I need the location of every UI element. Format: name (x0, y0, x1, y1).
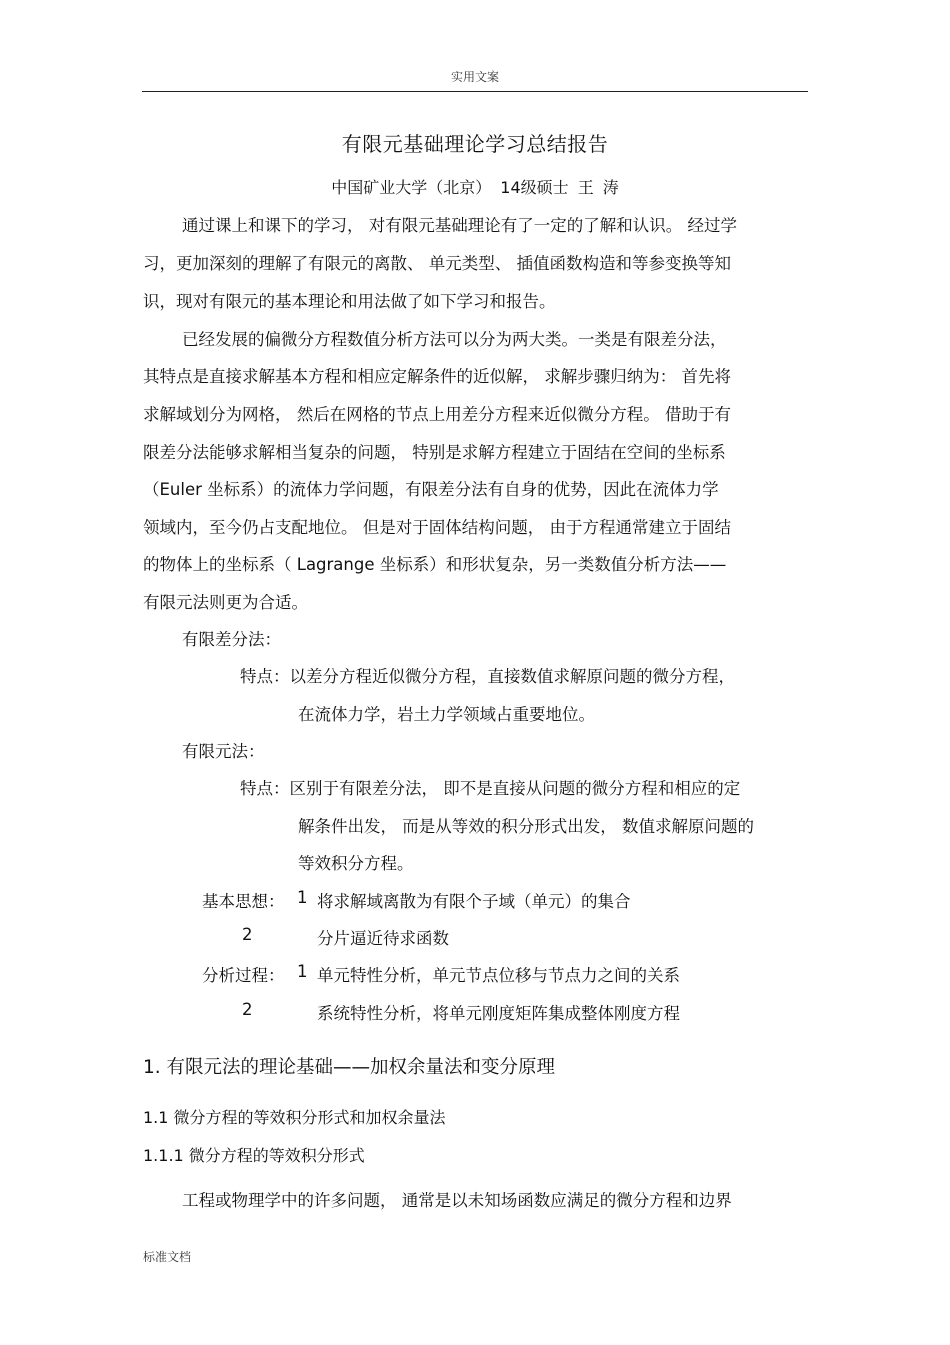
document-title: 有限元基础理论学习总结报告 (341, 132, 609, 156)
process-number-2: 2 (242, 1000, 253, 1019)
intro-line-3: 识，现对有限元的基本理论和用法做了如下学习和报告。 (143, 292, 556, 311)
section-1-1-heading: 1.1 微分方程的等效积分形式和加权余量法 (143, 1108, 446, 1127)
para2-line-4: 限差分法能够求解相当复杂的问题， 特别是求解方程建立于固结在空间的坐标系 (143, 443, 726, 462)
fem-feature-line-3: 等效积分方程。 (298, 854, 414, 873)
para2-line-2: 其特点是直接求解基本方程和相应定解条件的近似解， 求解步骤归纳为： 首先将 (143, 367, 731, 386)
author-line: 中国矿业大学（北京） 14级硕士 王 涛 (331, 178, 619, 197)
fem-feature-line-2: 解条件出发， 而是从等效的积分形式出发， 数值求解原问题的 (298, 817, 754, 836)
page-footer: 标准文档 (143, 1250, 192, 1264)
fd-label: 有限差分法： (182, 630, 281, 649)
header-divider (142, 91, 808, 92)
section-1-heading: 1. 有限元法的理论基础——加权余量法和变分原理 (143, 1057, 556, 1078)
para2-line-3: 求解域划分为网格， 然后在网格的节点上用差分方程来近似微分方程。 借助于有 (143, 405, 731, 424)
fem-feature-line-1: 特点：区别于有限差分法， 即不是直接从问题的微分方程和相应的定 (240, 779, 741, 798)
process-item-1: 单元特性分析，单元节点位移与节点力之间的关系 (317, 966, 680, 985)
para2-line-7: 的物体上的坐标系（ Lagrange 坐标系）和形状复杂，另一类数值分析方法—— (143, 555, 727, 574)
intro-line-2: 习，更加深刻的理解了有限元的离散、 单元类型、 插值函数构造和等参变换等知 (143, 254, 731, 273)
idea-item-1: 将求解域离散为有限个子域（单元）的集合 (317, 892, 631, 911)
idea-item-2: 分片逼近待求函数 (317, 929, 449, 948)
process-number-1: 1 (297, 962, 308, 981)
para2-line-5: （Euler 坐标系）的流体力学问题，有限差分法有自身的优势，因此在流体力学 (143, 480, 719, 499)
process-item-2: 系统特性分析，将单元刚度矩阵集成整体刚度方程 (317, 1004, 680, 1023)
idea-number-1: 1 (297, 888, 308, 907)
fem-label: 有限元法： (182, 742, 265, 761)
page-header: 实用文案 (450, 70, 499, 84)
section-1-1-1-heading: 1.1.1 微分方程的等效积分形式 (143, 1146, 365, 1165)
para2-line-6: 领域内，至今仍占支配地位。 但是对于固体结构问题， 由于方程通常建立于固结 (143, 518, 731, 537)
para2-line-8: 有限元法则更为合适。 (143, 593, 308, 612)
fd-feature-line-2: 在流体力学，岩土力学领域占重要地位。 (298, 705, 595, 724)
idea-label: 基本思想： (202, 892, 285, 911)
idea-number-2: 2 (242, 925, 253, 944)
intro-line-1: 通过课上和课下的学习， 对有限元基础理论有了一定的了解和认识。 经过学 (182, 216, 737, 235)
last-paragraph-line: 工程或物理学中的许多问题， 通常是以未知场函数应满足的微分方程和边界 (182, 1191, 732, 1210)
process-label: 分析过程： (202, 966, 285, 985)
fd-feature-line-1: 特点：以差分方程近似微分方程，直接数值求解原问题的微分方程， (240, 667, 735, 686)
para2-line-1: 已经发展的偏微分方程数值分析方法可以分为两大类。一类是有限差分法， (182, 330, 727, 349)
